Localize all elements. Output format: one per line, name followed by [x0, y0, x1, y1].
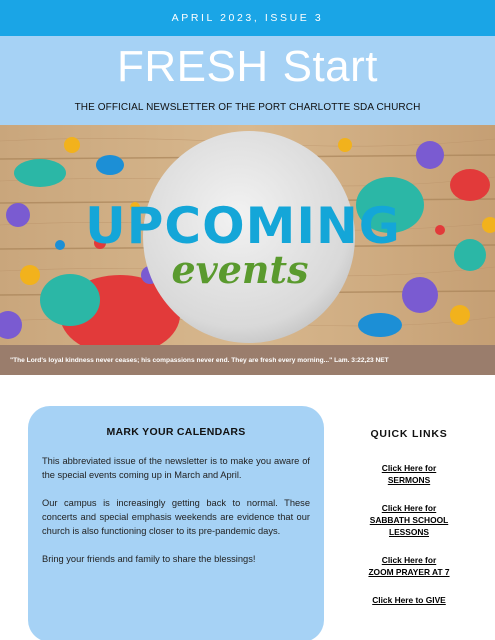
calendar-paragraph: Bring your friends and family to share the blessings!	[42, 554, 256, 564]
title-word-fresh: FRESH	[116, 42, 269, 91]
hero-upcoming-text: UPCOMING	[85, 197, 401, 255]
sabbath-school-lessons-link[interactable]: Click Here for SABBATH SCHOOL LESSONS	[369, 503, 449, 537]
quick-links-section	[346, 428, 472, 622]
newsletter-subtitle: THE OFFICIAL NEWSLETTER OF THE PORT CHARLOTTE SDA CHURCH	[74, 102, 421, 113]
give-link[interactable]: Click Here to GIVE	[372, 595, 446, 605]
title-word-start: Start	[282, 42, 379, 91]
issue-banner	[0, 0, 495, 36]
zoom-prayer-link[interactable]: Click Here for ZOOM PRAYER AT 7	[368, 555, 450, 577]
issue-label: APRIL 2023, ISSUE 3	[171, 12, 324, 24]
calendar-paragraph: Our campus is increasingly getting back to normal. These concerts and special emphasis weekends are evidence that our church is also functioning closer to its pre-pandemic days.	[42, 498, 310, 536]
calendar-paragraph: This abbreviated issue of the newsletter is to make you aware of the special events coming up in March and April.	[42, 456, 310, 480]
hero-events-text: events	[171, 247, 309, 292]
calendar-title: MARK YOUR CALENDARS	[106, 426, 246, 438]
masthead	[0, 36, 495, 125]
upcoming-events-hero-image	[0, 125, 495, 345]
quick-links-title: QUICK LINKS	[370, 428, 448, 440]
mark-your-calendars-panel	[28, 406, 324, 640]
sermons-link[interactable]: Click Here for SERMONS	[381, 463, 437, 485]
hero-illustration	[0, 125, 495, 345]
newsletter-title	[0, 42, 495, 92]
scripture-verse: "The Lord's loyal kindness never ceases; his compassions never end. They are fresh every morning..." Lam. 3:22,23 NET	[0, 345, 495, 375]
